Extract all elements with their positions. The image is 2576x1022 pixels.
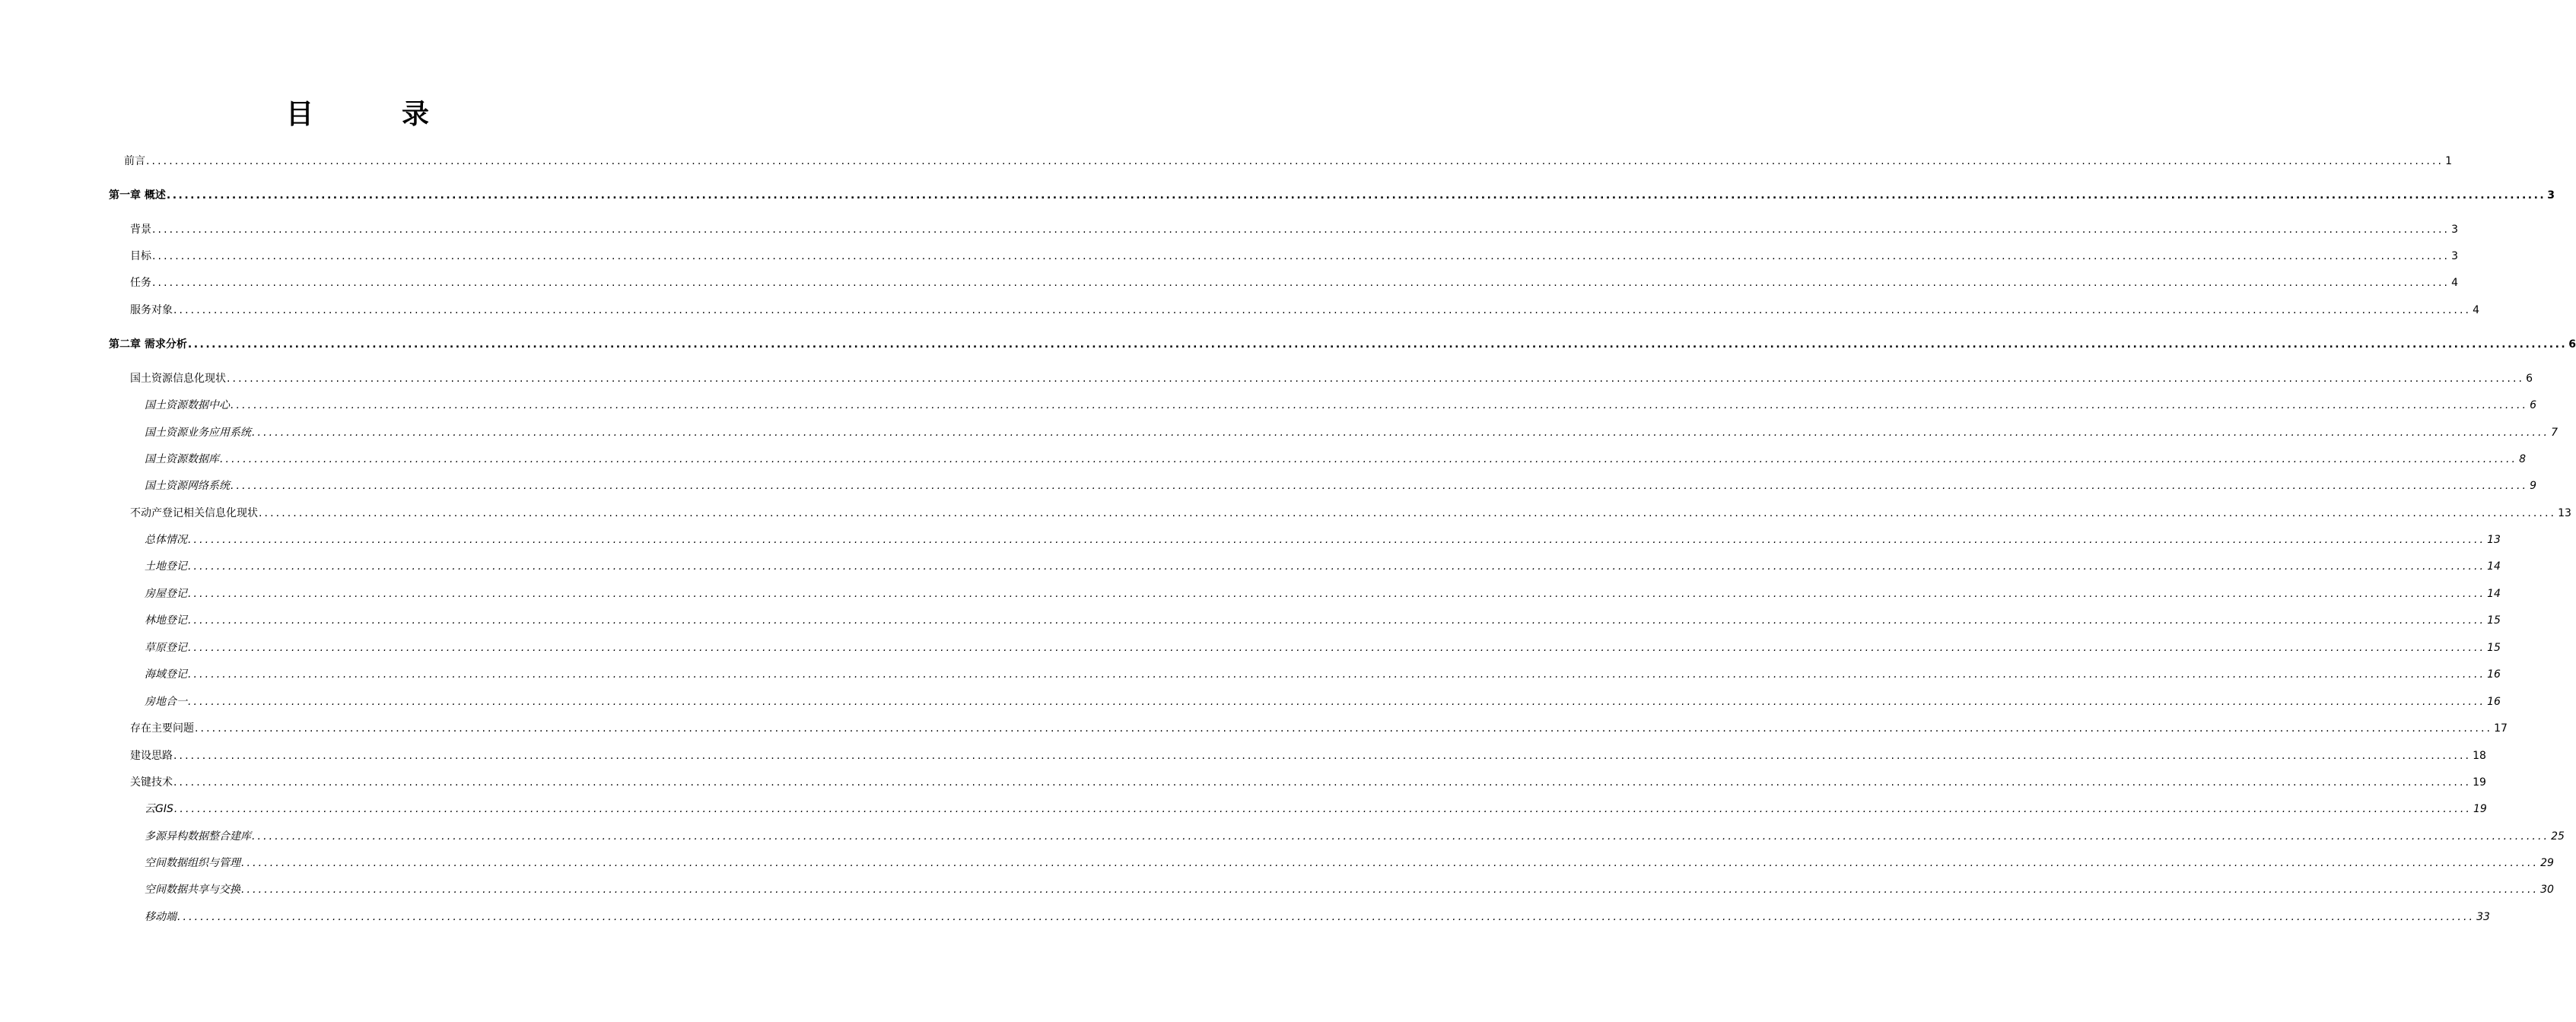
toc-entry[interactable] [145, 449, 2526, 467]
toc-entry-label: 总体情况 [145, 534, 187, 546]
toc-entry-page-number: 19 [2473, 803, 2487, 815]
toc-dot-leader: ................................................................................................................................................................................................................................................................................................................................................................................................................ [188, 588, 2486, 600]
toc-entry[interactable] [130, 772, 2486, 790]
toc-entry-label: 前言 [124, 155, 145, 167]
toc-entry[interactable] [130, 503, 2571, 521]
toc-entry-label: 空间数据共享与交换 [145, 884, 240, 896]
toc-dot-leader: ................................................................................................................................................................................................................................................................................................................................................................................................................ [173, 750, 2472, 762]
toc-entry-label: 第二章 需求分析 [109, 338, 187, 351]
toc-entry-page-number: 18 [2473, 750, 2486, 762]
toc-entry[interactable] [130, 246, 2458, 264]
toc-entry-label: 国土资源信息化现状 [130, 373, 226, 385]
toc-entry-label: 目标 [130, 250, 151, 262]
toc-entry-page-number: 8 [2519, 453, 2526, 465]
toc-entry-label: 移动端 [145, 911, 177, 923]
toc-entry-label: 国土资源业务应用系统 [145, 427, 251, 439]
toc-entry-label: 房屋登记 [145, 588, 187, 600]
toc-dot-leader: ................................................................................................................................................................................................................................................................................................................................................................................................................ [231, 399, 2529, 411]
toc-dot-leader: ................................................................................................................................................................................................................................................................................................................................................................................................................ [152, 224, 2450, 236]
toc-entry-label: 海域登记 [145, 668, 187, 681]
toc-dot-leader: ................................................................................................................................................................................................................................................................................................................................................................................................................ [188, 668, 2486, 681]
toc-entry-page-number: 25 [2551, 830, 2565, 843]
toc-dot-leader: ................................................................................................................................................................................................................................................................................................................................................................................................................ [220, 453, 2518, 465]
toc-dot-leader: ................................................................................................................................................................................................................................................................................................................................................................................................................ [177, 911, 2476, 923]
toc-entry-page-number: 1 [2445, 155, 2452, 167]
toc-dot-leader: ................................................................................................................................................................................................................................................................................................................................................................................................................ [146, 155, 2444, 167]
toc-entry[interactable] [145, 395, 2536, 413]
toc-entry-label: 存在主要问题 [130, 722, 194, 735]
toc-entry[interactable] [145, 691, 2501, 709]
toc-entry[interactable] [145, 583, 2501, 601]
toc-dot-leader: ................................................................................................................................................................................................................................................................................................................................................................................................................ [152, 277, 2450, 289]
toc-entry-page-number: 4 [2451, 277, 2458, 289]
toc-dot-leader: ................................................................................................................................................................................................................................................................................................................................................................................................................ [252, 427, 2550, 439]
toc-dot-leader: ................................................................................................................................................................................................................................................................................................................................................................................................................ [166, 189, 2546, 202]
toc-entry-page-number: 14 [2487, 560, 2501, 573]
toc-entry-page-number: 33 [2476, 911, 2490, 923]
toc-entry[interactable] [130, 272, 2458, 290]
toc-dot-leader: ................................................................................................................................................................................................................................................................................................................................................................................................................ [173, 776, 2472, 789]
toc-entry[interactable] [130, 368, 2533, 386]
toc-entry-page-number: 6 [2526, 373, 2533, 385]
toc-entry-page-number: 3 [2547, 189, 2555, 202]
toc-entry[interactable] [145, 475, 2536, 494]
toc-entry-page-number: 14 [2487, 588, 2501, 600]
toc-entry-page-number: 3 [2451, 250, 2458, 262]
toc-entry[interactable] [145, 826, 2565, 844]
toc-entry-page-number: 6 [2568, 338, 2576, 351]
toc-dot-leader: ................................................................................................................................................................................................................................................................................................................................................................................................................ [188, 642, 2486, 654]
toc-entry-label: 国土资源数据中心 [145, 399, 230, 411]
toc-dot-leader: ................................................................................................................................................................................................................................................................................................................................................................................................................ [227, 373, 2525, 385]
toc-entry-label: 林地登记 [145, 614, 187, 627]
toc-entry-label: 背景 [130, 224, 151, 236]
toc-entry[interactable] [130, 718, 2508, 736]
toc-entry-page-number: 29 [2540, 857, 2554, 869]
toc-entry-label: 空间数据组织与管理 [145, 857, 240, 869]
toc-entry-label: 土地登记 [145, 560, 187, 573]
toc-entry-page-number: 13 [2558, 507, 2571, 519]
toc-entry-page-number: 9 [2530, 480, 2536, 492]
toc-dot-leader: ................................................................................................................................................................................................................................................................................................................................................................................................................ [188, 560, 2486, 573]
toc-dot-leader: ................................................................................................................................................................................................................................................................................................................................................................................................................ [188, 614, 2486, 627]
toc-entry-page-number: 6 [2530, 399, 2536, 411]
toc-dot-leader: ................................................................................................................................................................................................................................................................................................................................................................................................................ [173, 803, 2472, 815]
toc-dot-leader: ................................................................................................................................................................................................................................................................................................................................................................................................................ [252, 830, 2550, 843]
toc-dot-leader: ................................................................................................................................................................................................................................................................................................................................................................................................................ [188, 534, 2486, 546]
toc-entry-label: 多源异构数据整合建库 [145, 830, 251, 843]
toc-dot-leader: ................................................................................................................................................................................................................................................................................................................................................................................................................ [152, 250, 2450, 262]
toc-dot-leader: ................................................................................................................................................................................................................................................................................................................................................................................................................ [241, 857, 2539, 869]
toc-entry[interactable] [145, 637, 2501, 655]
toc-entry-label: 国土资源数据库 [145, 453, 219, 465]
toc-entry-page-number: 7 [2551, 427, 2558, 439]
toc-entry[interactable] [130, 219, 2458, 237]
toc-entry[interactable] [145, 556, 2501, 574]
toc-entry[interactable] [145, 798, 2487, 817]
toc-dot-leader: ................................................................................................................................................................................................................................................................................................................................................................................................................ [173, 304, 2472, 316]
toc-entry-page-number: 3 [2451, 224, 2458, 236]
toc-dot-leader: ................................................................................................................................................................................................................................................................................................................................................................................................................ [259, 507, 2557, 519]
toc-entry-label: 国土资源网络系统 [145, 480, 230, 492]
toc-entry[interactable] [145, 422, 2558, 440]
toc-entry-page-number: 15 [2487, 642, 2501, 654]
toc-entry-label: 房地合一 [145, 696, 187, 708]
toc-entry-label: 云GIS [145, 803, 173, 815]
toc-dot-leader: ................................................................................................................................................................................................................................................................................................................................................................................................................ [187, 338, 2568, 351]
toc-entry[interactable] [109, 185, 2555, 203]
toc-entry-page-number: 16 [2487, 696, 2501, 708]
toc-entry-label: 建设思路 [130, 750, 173, 762]
toc-entry-page-number: 4 [2473, 304, 2479, 316]
toc-dot-leader: ................................................................................................................................................................................................................................................................................................................................................................................................................ [231, 480, 2529, 492]
toc-entry-page-number: 17 [2494, 722, 2508, 735]
toc-dot-leader: ................................................................................................................................................................................................................................................................................................................................................................................................................ [195, 722, 2493, 735]
toc-dot-leader: ................................................................................................................................................................................................................................................................................................................................................................................................................ [188, 696, 2486, 708]
toc-entry-page-number: 13 [2487, 534, 2501, 546]
toc-entry-label: 草原登记 [145, 642, 187, 654]
toc-entry[interactable] [145, 664, 2501, 682]
toc-entry-page-number: 19 [2473, 776, 2486, 789]
toc-entry-label: 不动产登记相关信息化现状 [130, 507, 258, 519]
toc-entry[interactable] [145, 852, 2554, 871]
toc-dot-leader: ................................................................................................................................................................................................................................................................................................................................................................................................................ [241, 884, 2539, 896]
toc-entry[interactable] [145, 906, 2490, 925]
toc-entry[interactable] [145, 610, 2501, 628]
toc-entry[interactable] [130, 300, 2479, 318]
toc-entry-label: 第一章 概述 [109, 189, 166, 202]
toc-entry-label: 任务 [130, 277, 151, 289]
toc-entry[interactable] [109, 334, 2576, 352]
toc-entry[interactable] [145, 879, 2554, 897]
toc-entry-page-number: 16 [2487, 668, 2501, 681]
toc-entry[interactable] [145, 529, 2501, 548]
toc-entry[interactable] [124, 151, 2452, 169]
toc-entry-page-number: 15 [2487, 614, 2501, 627]
page-title: 目 录 [285, 99, 460, 130]
toc-entry-label: 服务对象 [130, 304, 173, 316]
toc-entry[interactable] [130, 745, 2486, 763]
toc-entry-label: 关键技术 [130, 776, 173, 789]
toc-entry-page-number: 30 [2540, 884, 2554, 896]
